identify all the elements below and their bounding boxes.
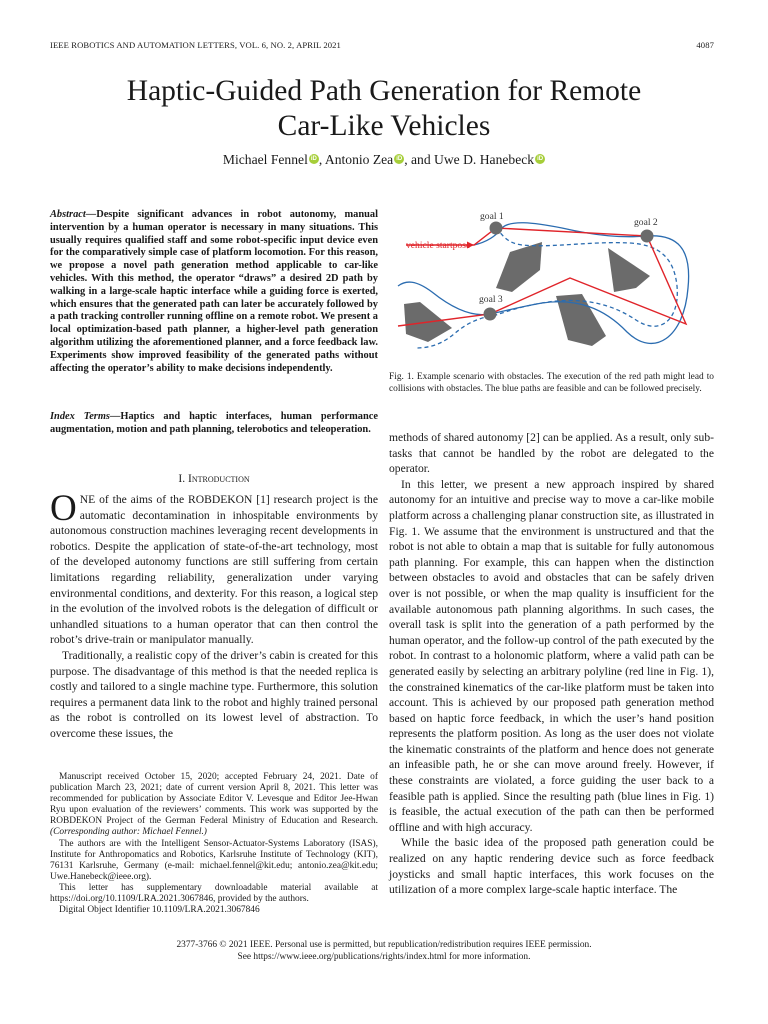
goal-marker [641,230,654,243]
footnote-doi: Digital Object Identifier 10.1109/LRA.2021.3067846 [59,905,260,916]
title-line-2: Car-Like Vehicles [277,110,491,142]
section-title: Introduction [188,472,250,485]
drop-cap: O [50,488,77,529]
orcid-icon[interactable]: iD [537,156,544,162]
author-name: , and Uwe D. Hanebeck [404,152,535,167]
author-name: Michael Fennel [222,152,308,167]
copyright-notice [60,940,708,963]
paragraph-continuation: methods of shared autonomy [2] can be applied. As a result, only sub-tasks that cannot be handled by the robot are delegated to the operator. [389,431,714,476]
paragraph-basic-idea: While the basic idea of the proposed path generation could be realized on any haptic rendering device such as force feedback joysticks and small haptic interfaces, this work focuses on the utilization of a more complex large-scale haptic interface. The [389,836,714,897]
goal-3-label: goal 3 [479,294,503,305]
page-number: 4087 [696,40,714,50]
index-terms-text: Haptics and haptic interfaces, human performance augmentation, motion and path planning, telerobotics and teleoperation. [50,411,378,435]
abstract [50,209,378,375]
goal-1-label: goal 1 [480,211,504,222]
author-name: , Antonio Zea [318,152,394,167]
footnote-manuscript: Manuscript received October 15, 2020; accepted February 24, 2021. Date of publication March 23, 2021; date of current version April 8, 2021. This letter was recommended for publication by Associate Editor V. Levesque and Editor Jee-Hwan Ryu upon evaluation of the reviewers’ comments. This work was supported by the ROBDEKON Project of the German Federal Ministry of Education and Research. (Corresponding author: Michael Fennel.) [50,772,378,838]
section-heading: I. Introduction [178,472,250,485]
orcid-icon[interactable]: iD [396,156,403,162]
running-header: IEEE ROBOTICS AND AUTOMATION LETTERS, VOL. 6, NO. 2, APRIL 2021 [50,40,341,50]
copyright-line-1: 2377-3766 © 2021 IEEE. Personal use is permitted, but republication/redistribution requires IEEE permission. [176,940,592,950]
intro-paragraph-2: Traditionally, a realistic copy of the driver’s cabin is created for this purpose. The disadvantage of this method is that the needed replica is costly and tailored to a single machine type. Furthermore, this solution requires a permanent data link to the robot and highly trained personal as the robot is controlled on its lowest level of abstraction. To overcome these issues, the [50,648,378,740]
intro-paragraph-1: ONE of the aims of the ROBDEKON [1] research project is the automatic decontamination in inhospitable environments by autonomous construction machines leveraging recent developments in robotics. Despite the application of state-of-the-art technology, most of the developed autonomy functions are still suffering from certain limitations regarding reliability, generalization under varying environmental conditions, and dexterity. For this reason, a logical step in the evolution of the involved robots is the delegation of difficult or unhandled situations to a human operator that can then control the robot’s drive-train or manipulator manually. [50,488,378,647]
footnote-affiliation: The authors are with the Intelligent Sensor-Actuator-Systems Laboratory (ISAS), Institute for Anthropomatics and Robotics, Karlsruhe Institute of Technology (KIT), 76131 Karlsruhe, Germany (e-mail: michael.fennel@kit.edu; antonio.zea@kit.edu; Uwe.Hanebeck@ieee.org). [50,838,378,882]
orcid-icon[interactable]: iD [310,156,317,162]
obstacle [608,248,650,292]
author-list [60,152,708,168]
title-line-1: Haptic-Guided Path Generation for Remote [126,75,642,107]
footnote [50,772,378,916]
index-terms [50,411,378,437]
goal-marker [484,308,497,321]
figure-1 [392,208,714,360]
abstract-text: Despite significant advances in robot autonomy, manual intervention by a human operator is necessary in many situations. This usually requires qualified staff and some robot-specific input device even for the comparatively simple case of platform locomotion. For this reason, we propose a novel path generation method applicable to car-like vehicles. With this method, the operator “draws” a desired 2D path by walking in a large-scale haptic interface while a guiding force is exerted, which ensures that the generated path can later be accurately followed by a path tracking controller running offline on a remote robot. We present a local optimization-based path planner, a higher-level path generation algorithm utilizing the aforementioned planner, and a force feedback law. Experiments show improved feasibility of the generated paths without affecting the operator’s ability to make decisions independently. [50,209,378,374]
abstract-label: Abstract— [50,209,97,220]
paper-title [60,74,708,144]
startpose-label: vehicle startpose [406,240,471,251]
index-terms-label: Index Terms— [50,411,121,422]
copyright-line-2[interactable]: See https://www.ieee.org/publications/rights/index.html for more information. [237,951,531,962]
right-column-body [389,430,714,898]
goal-2-label: goal 2 [634,217,658,228]
figure-caption: Fig. 1. Example scenario with obstacles. The execution of the red path might lead to collisions with obstacles. The blue paths are feasible and can be followed precisely. [389,372,714,394]
footnote-supplementary: This letter has supplementary downloadable material available at https://doi.org/10.1109/LRA.2021.3067846, provided by the authors. [50,882,378,905]
obstacle [496,242,542,292]
intro-body [50,488,378,742]
paragraph-approach: In this letter, we present a new approach inspired by shared autonomy for an intuitive and precise way to move a car-like mobile platform across a challenging planar construction site, as illustrated in Fig. 1. We assume that the environment is unstructured and that the robot is not able to obtain a map that is suitable for fully autonomous path planning. For example, this can happen when the distinction between obstacles to avoid and obstacles that can be safely driven over is not possible, or when the map quality is insufficient for the available autonomous path planning algorithms. In such cases, the overall task is split into the generation of a path performed by the human operator, and the follow-up control of the path executed by the robot. In contrast to a holonomic platform, where a valid path can be generated easily by selecting an arbitrary polyline (red line in Fig. 1), the constrained kinematics of the car-like platform must be taken into account. This is achieved by our proposed path generation method based on haptic force feedback, in which the user’s hand position represents the platform position. As long as the user does not violate the kinematic constraints of the platform and hence does not generate an infeasible path, he or she can move around freely. However, if these constraints are violated, a force guiding the user back to a feasible path is applied. Since the resulting path (blue lines in Fig. 1) is feasible, the actual execution of the path can then be performed offline and with high accuracy. [389,477,714,834]
goal-marker [490,222,503,235]
